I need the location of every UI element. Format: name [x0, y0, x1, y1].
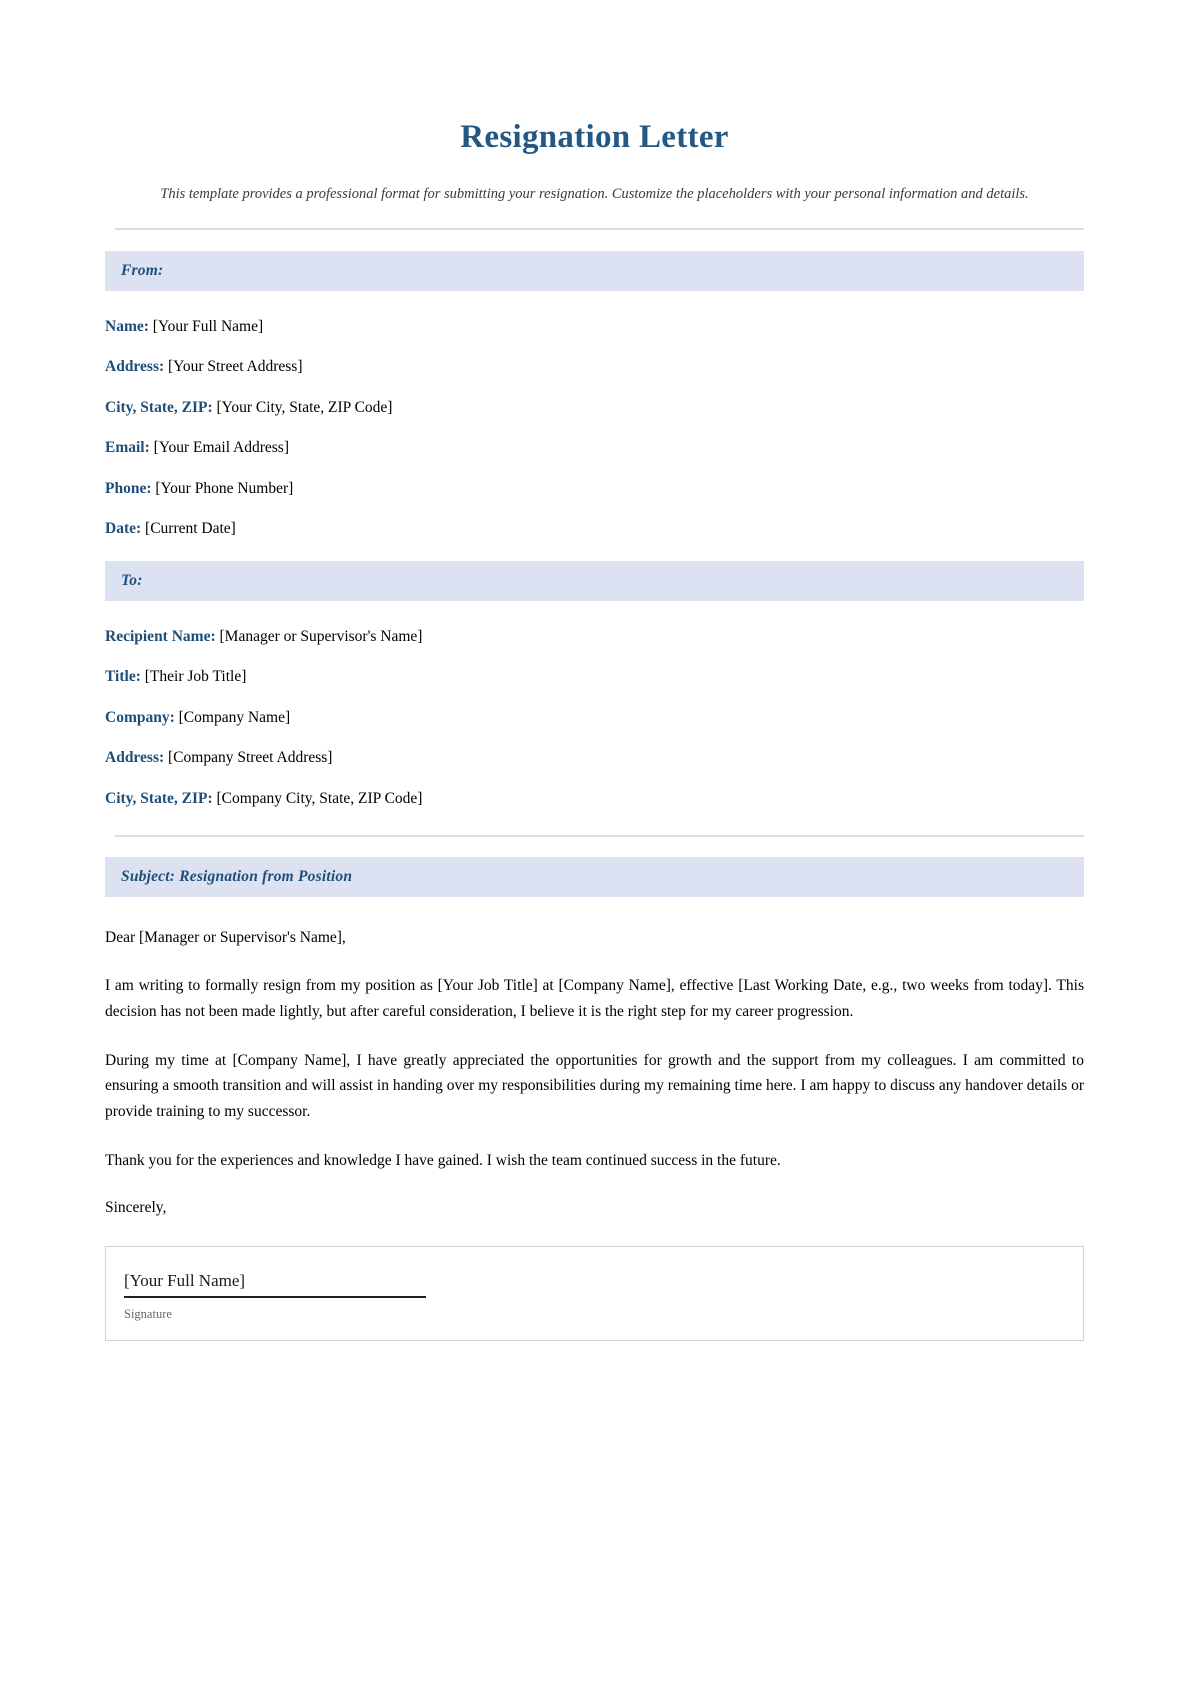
- field-label: Address:: [105, 358, 165, 376]
- signature-name-field[interactable]: [Your Full Name]: [124, 1271, 426, 1298]
- field-label: City, State, ZIP:: [105, 789, 213, 807]
- field-row: [105, 400, 1084, 416]
- field-row: [105, 440, 1084, 456]
- field-label: Recipient Name:: [105, 627, 216, 645]
- field-value[interactable]: [Current Date]: [145, 520, 236, 538]
- page-title: Resignation Letter: [460, 119, 729, 155]
- to-section-divider: [115, 835, 1084, 837]
- table-row: [105, 791, 1084, 807]
- section-header-to-label: To:: [121, 571, 143, 589]
- field-label: Address:: [105, 749, 165, 767]
- field-label: City, State, ZIP:: [105, 398, 213, 416]
- field-value[interactable]: [Their Job Title]: [144, 668, 247, 686]
- to-field-list: [105, 629, 1084, 807]
- field-label: Title:: [105, 668, 141, 686]
- letter-paragraph-1: I am writing to formally resign from my position as [Your Job Title] at [Company Name], effective [Last Working Date, e.g., two weeks from today]. This decision has not been made lightly, but after careful consideration, I believe it is the right step for my career progression.: [105, 976, 1084, 1020]
- field-value[interactable]: [Your Phone Number]: [155, 479, 294, 497]
- field-row: [105, 359, 1084, 375]
- signature-caption: Signature: [124, 1306, 172, 1321]
- field-value[interactable]: [Your Street Address]: [168, 358, 303, 376]
- field-row: [105, 521, 1084, 537]
- field-row: [105, 319, 1084, 335]
- letter-paragraph-2: During my time at [Company Name], I have greatly appreciated the opportunities for growth and the support from my colleagues. I am committed to ensuring a smooth transition and will assist in handing over my responsibilities during my remaining time here. I am happy to discuss any handover details or provide training to my successor.: [105, 1051, 1084, 1121]
- signature-block[interactable]: [105, 1246, 1084, 1341]
- table-row: [105, 629, 1084, 645]
- field-label: Email:: [105, 439, 150, 457]
- field-row: [105, 481, 1084, 497]
- field-value[interactable]: [Company City, State, ZIP Code]: [216, 789, 423, 807]
- field-value[interactable]: [Your Full Name]: [152, 317, 264, 335]
- section-header-from-label: From:: [121, 261, 164, 279]
- letter-body: [105, 927, 1084, 1219]
- field-label: Date:: [105, 520, 142, 538]
- section-header-subject-label: Subject: Resignation from Position: [121, 868, 353, 886]
- field-value[interactable]: [Company Street Address]: [168, 749, 333, 767]
- section-header-to: [105, 561, 1084, 601]
- field-value[interactable]: [Manager or Supervisor's Name]: [219, 627, 423, 645]
- from-field-list: [105, 319, 1084, 537]
- section-header-from: [105, 251, 1084, 291]
- field-value[interactable]: [Your Email Address]: [153, 439, 289, 457]
- field-value[interactable]: [Your City, State, ZIP Code]: [216, 398, 393, 416]
- header-divider: [115, 228, 1084, 230]
- table-row: [105, 710, 1084, 726]
- table-row: [105, 750, 1084, 766]
- field-value[interactable]: [Company Name]: [178, 708, 291, 726]
- field-label: Phone:: [105, 479, 152, 497]
- section-header-subject: [105, 857, 1084, 897]
- field-label: Name:: [105, 317, 149, 335]
- letter-closing: Sincerely,: [105, 1199, 167, 1217]
- letter-paragraph-3: Thank you for the experiences and knowledge I have gained. I wish the team continued success in the future.: [105, 1152, 781, 1170]
- field-label: Company:: [105, 708, 175, 726]
- table-row: [105, 669, 1084, 685]
- document-subtitle: This template provides a professional format for submitting your resignation. Customize the placeholders with your personal information and details.: [160, 185, 1029, 202]
- salutation: Dear [Manager or Supervisor's Name],: [105, 929, 346, 947]
